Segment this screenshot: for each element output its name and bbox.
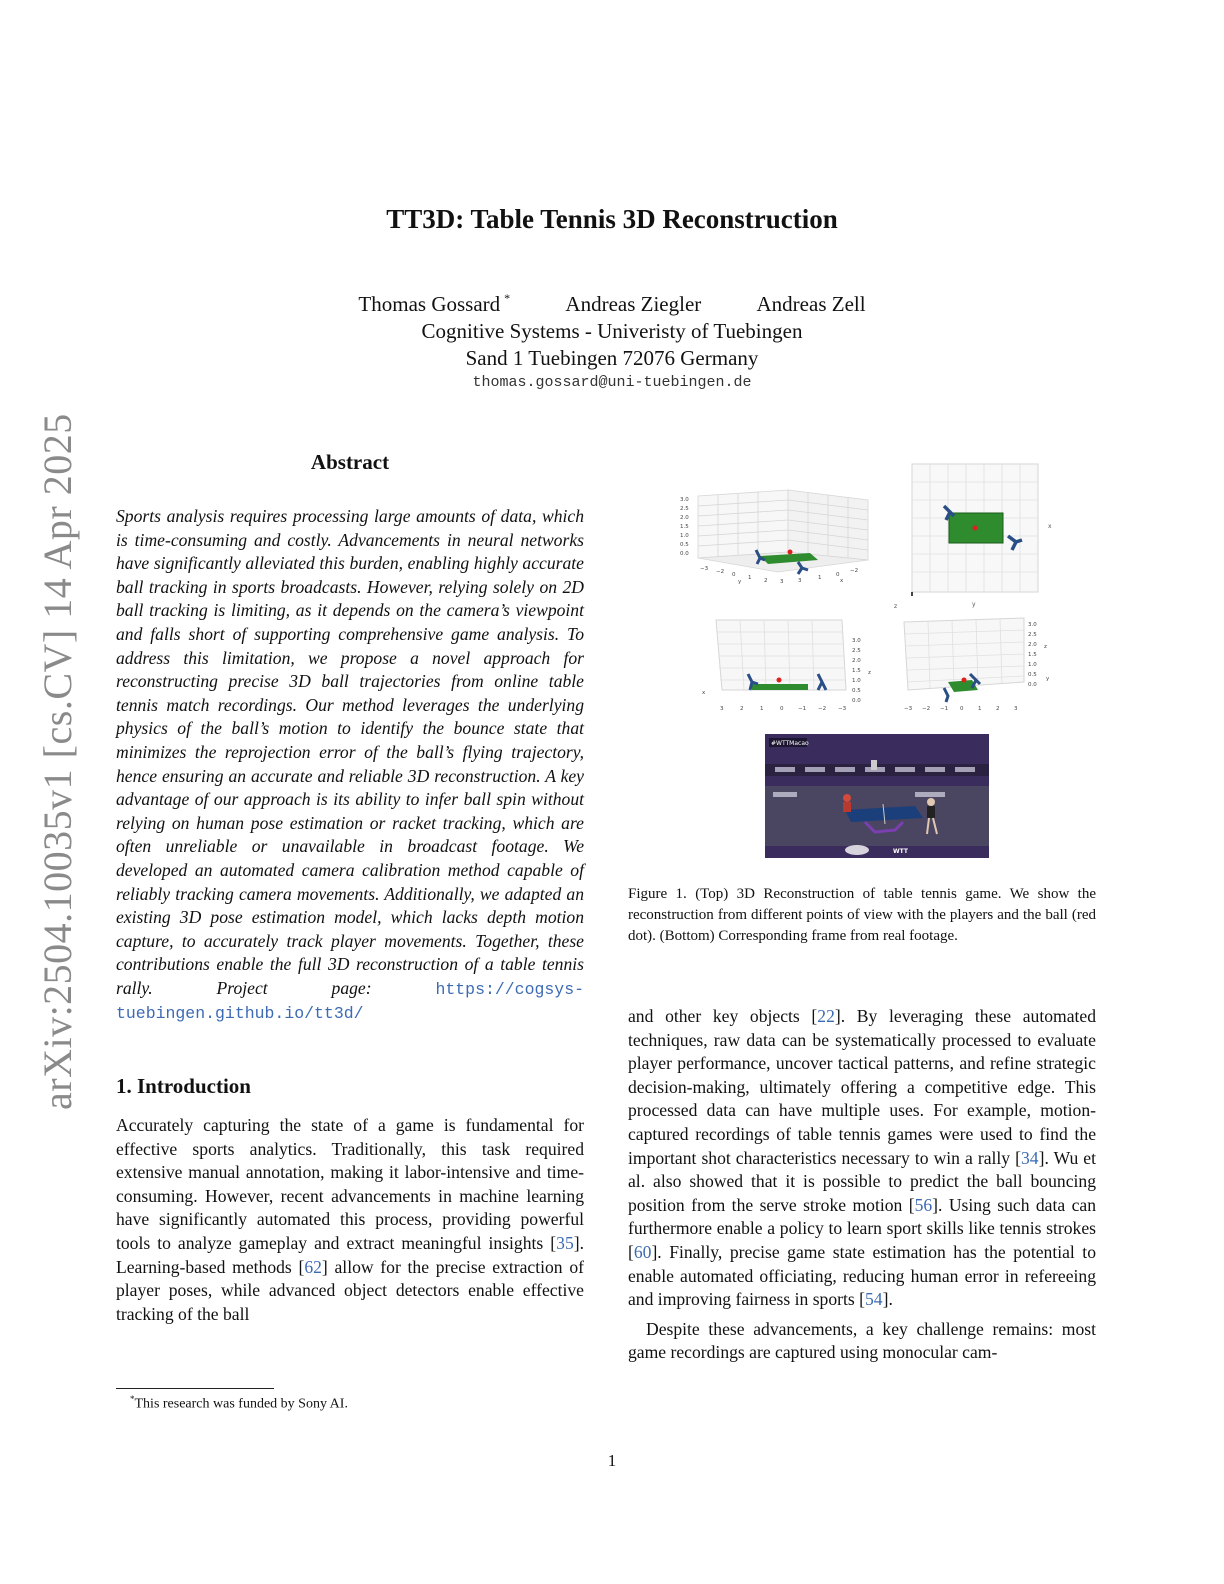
citation-link[interactable]: 60 bbox=[633, 1241, 652, 1262]
z-tick-label: 1.5 bbox=[680, 524, 689, 530]
z-tick-label: 0.0 bbox=[1028, 682, 1037, 688]
side-view-plot-left bbox=[696, 618, 876, 718]
author-1-name: Thomas Gossard bbox=[358, 292, 501, 316]
x-tick-label: 0 bbox=[836, 572, 840, 578]
right-body bbox=[628, 1005, 1096, 1365]
page-number: 1 bbox=[607, 1451, 617, 1470]
y-tick-label: 0 bbox=[960, 706, 964, 712]
y-tick-label: −2 bbox=[922, 706, 931, 712]
right-paragraph-1 bbox=[628, 1005, 1096, 1312]
footnote bbox=[130, 1394, 348, 1413]
intro-text-1: Accurately capturing the state of a game is fundamental for effective sports analytics. Traditionally, this task required extensive manual annotation, making it labor-intensive and time-consuming. However, recent advancements in machine learning have significantly automated this process, providing powerful tools to analyze gameplay and extract meaningful insights [ bbox=[116, 1115, 584, 1254]
citation-link[interactable]: 54 bbox=[865, 1289, 883, 1310]
author-2: Andreas Ziegler bbox=[565, 292, 702, 316]
y-axis-label: y bbox=[1046, 676, 1050, 682]
broadcast-frame-image bbox=[765, 734, 989, 858]
paper-title: TT3D: Table Tennis 3D Reconstruction bbox=[386, 204, 838, 234]
z-tick-label: 2.5 bbox=[680, 506, 689, 512]
footnote-text: This research was funded by Sony AI. bbox=[134, 1396, 348, 1412]
abstract-heading: Abstract bbox=[310, 450, 390, 474]
footnote-mark: * bbox=[130, 1394, 135, 1404]
address: Sand 1 Tuebingen 72076 Germany bbox=[465, 346, 759, 370]
x-tick-label: 0 bbox=[780, 706, 784, 712]
z-tick-label: 1.5 bbox=[1028, 652, 1037, 658]
y-tick-label: 2 bbox=[996, 706, 1000, 712]
ball-marker bbox=[962, 678, 967, 683]
author-3: Andreas Zell bbox=[756, 292, 866, 316]
y-tick-label: −2 bbox=[716, 569, 725, 575]
x-tick-label: −2 bbox=[818, 706, 827, 712]
z-tick-label: 3.0 bbox=[680, 497, 689, 503]
intro-text-2: ]. Learning-based methods [ bbox=[116, 1233, 584, 1277]
z-tick-label: 3.0 bbox=[852, 638, 861, 644]
top-view-plot bbox=[894, 460, 1066, 610]
right-column bbox=[628, 460, 1096, 1365]
x-tick-label: −3 bbox=[838, 706, 847, 712]
citation-link[interactable]: 56 bbox=[914, 1194, 933, 1215]
x-tick-label: 1 bbox=[818, 575, 822, 581]
z-tick-label: 0.5 bbox=[1028, 672, 1037, 678]
ball-marker bbox=[777, 678, 782, 683]
y-tick-label: 1 bbox=[748, 575, 752, 581]
perspective-3d-plot bbox=[678, 490, 888, 590]
x-axis-label: x bbox=[702, 690, 706, 696]
z-axis-label: z bbox=[1044, 644, 1047, 650]
z-axis-label: z bbox=[894, 603, 898, 610]
citation-link[interactable]: 34 bbox=[1021, 1147, 1039, 1168]
y-tick-label: −3 bbox=[700, 566, 709, 572]
right-paragraph-2: Despite these advancements, a key challenge remains: most game recordings are captured using monocular cam- bbox=[628, 1318, 1096, 1363]
right-text-5: ]. Finally, precise game state estimation has the potential to enable automated officiating, reducing human error in refereeing and improving fairness in sports [ bbox=[628, 1241, 1096, 1310]
z-tick-label: 1.5 bbox=[852, 668, 861, 674]
right-text-3: ]. Wu et al. also showed that it is possible to predict the ball bouncing position from the serve stroke motion [ bbox=[628, 1147, 1096, 1215]
z-tick-label: 0.0 bbox=[680, 551, 689, 557]
player-figure bbox=[944, 688, 948, 702]
introduction-heading: 1. Introduction bbox=[116, 1074, 251, 1099]
x-tick-label: 3 bbox=[720, 706, 724, 712]
right-text-6: ]. bbox=[882, 1289, 893, 1310]
intro-text-3: ] allow for the precise extraction of player poses, while advanced object detectors enable effective tracking of the ball bbox=[116, 1256, 584, 1324]
z-tick-label: 1.0 bbox=[680, 533, 689, 539]
z-tick-label: 2.5 bbox=[1028, 632, 1037, 638]
table-shape bbox=[752, 684, 808, 690]
x-tick-label: −1 bbox=[798, 706, 807, 712]
z-tick-label: 0.0 bbox=[852, 698, 861, 704]
abstract-body: Sports analysis requires processing large amounts of data, which is time-consuming and costly. Advancements in neural networks have significantly alleviated this burden, enabling highly accurate ball tracking in sports broadcasts. However, relying solely on 2D ball tracking is limiting, as it depends on the camera’s viewpoint and falls short of supporting comprehensive game analysis. To address this limitation, we propose a novel approach for reconstructing precise 3D ball trajectories from online table tennis match recordings. Our method leverages the underlying physics of the ball’s motion to identify the bounce state that minimizes the reprojection error of the ball’s flying trajectory, hence ensuring an accurate and reliable 3D reconstruction. A key advantage of our approach is its ability to infer ball spin without relying on human pose estimation or racket tracking, which are often unreliable or unavailable in broadcast footage. We developed an automated camera calibration method capable of reliably tracking camera movements. Additionally, we adapted an existing 3D pose estimation model, which lacks depth motion capture, to accurately track player movements. Together, these contributions enable the full 3D reconstruction of a table tennis rally. Project page: bbox=[116, 506, 584, 998]
right-text-1: and other key objects [ bbox=[628, 1006, 818, 1026]
author-block bbox=[0, 285, 1224, 372]
ball-marker bbox=[973, 526, 978, 531]
wtt-logo: WTT bbox=[893, 848, 908, 855]
figure-caption: Figure 1. (Top) 3D Reconstruction of table tennis game. We show the reconstruction from different points of view with the players and the ball (red dot). (Bottom) Corresponding frame from real footage. bbox=[628, 886, 1096, 944]
x-tick-label: 2 bbox=[740, 706, 744, 712]
z-tick-label: 0.5 bbox=[680, 542, 689, 548]
x-axis-label: x bbox=[1048, 523, 1052, 530]
z-tick-label: 2.0 bbox=[1028, 642, 1037, 648]
footnote-divider bbox=[116, 1388, 274, 1389]
citation-link[interactable]: 22 bbox=[817, 1006, 835, 1026]
z-tick-label: 2.5 bbox=[852, 648, 861, 654]
citation-link[interactable]: 62 bbox=[304, 1256, 322, 1277]
y-axis-label: y bbox=[738, 579, 742, 585]
broadcast-frame-drawing bbox=[765, 734, 989, 858]
right-text-4: ]. Using such data can furthermore enable a policy to learn sport skills like tennis strokes [ bbox=[628, 1194, 1096, 1262]
author-names bbox=[0, 285, 1224, 318]
x-tick-label: −2 bbox=[850, 568, 859, 574]
y-tick-label: 2 bbox=[764, 578, 768, 584]
y-axis-label: y bbox=[972, 601, 976, 608]
z-tick-label: 0.5 bbox=[852, 688, 861, 694]
ball-marker bbox=[788, 550, 793, 555]
author-1 bbox=[358, 285, 510, 318]
broadcast-tag: #WTTMacao bbox=[771, 740, 809, 747]
figure-1 bbox=[628, 460, 1096, 870]
project-page-link[interactable]: https://cogsys-tuebingen.github.io/tt3d/ bbox=[116, 979, 584, 1024]
z-tick-label: 2.0 bbox=[680, 515, 689, 521]
z-axis-label: z bbox=[868, 670, 871, 676]
z-tick-label: 3.0 bbox=[1028, 622, 1037, 628]
side-view-plot-right bbox=[896, 618, 1066, 718]
y-tick-label: 3 bbox=[780, 579, 784, 585]
affiliation: Cognitive Systems - Univeristy of Tuebingen bbox=[421, 319, 803, 343]
z-tick-label: 1.0 bbox=[1028, 662, 1037, 668]
arxiv-identifier: arXiv:2504.10035v1 [cs.CV] 14 Apr 2025 bbox=[35, 413, 80, 1110]
x-tick-label: 3 bbox=[798, 578, 802, 584]
z-tick-label: 2.0 bbox=[852, 658, 861, 664]
x-axis-label: x bbox=[840, 578, 844, 584]
y-tick-label: −1 bbox=[940, 706, 949, 712]
left-column bbox=[116, 450, 584, 1326]
author-footnote-mark: * bbox=[504, 291, 511, 305]
right-text-2: ]. By leveraging these automated techniques, raw data can be systematically processed to evaluate player performance, uncover tactical patterns, and refine strategic decision-making, ultimately offering a competitive edge. This processed data can have multiple uses. For example, motion-captured recordings of table tennis games were used to find the important shot characteristics necessary to win a rally [ bbox=[628, 1006, 1096, 1168]
y-tick-label: 0 bbox=[732, 572, 736, 578]
y-tick-label: −3 bbox=[904, 706, 913, 712]
y-tick-label: 3 bbox=[1014, 706, 1018, 712]
citation-link[interactable]: 35 bbox=[556, 1233, 574, 1254]
introduction-paragraph bbox=[116, 1114, 584, 1326]
z-tick-label: 1.0 bbox=[852, 678, 861, 684]
abstract-text bbox=[116, 505, 584, 1026]
x-tick-label: 1 bbox=[760, 706, 764, 712]
author-email[interactable]: thomas.gossard@uni-tuebingen.de bbox=[472, 374, 752, 391]
y-tick-label: 1 bbox=[978, 706, 982, 712]
